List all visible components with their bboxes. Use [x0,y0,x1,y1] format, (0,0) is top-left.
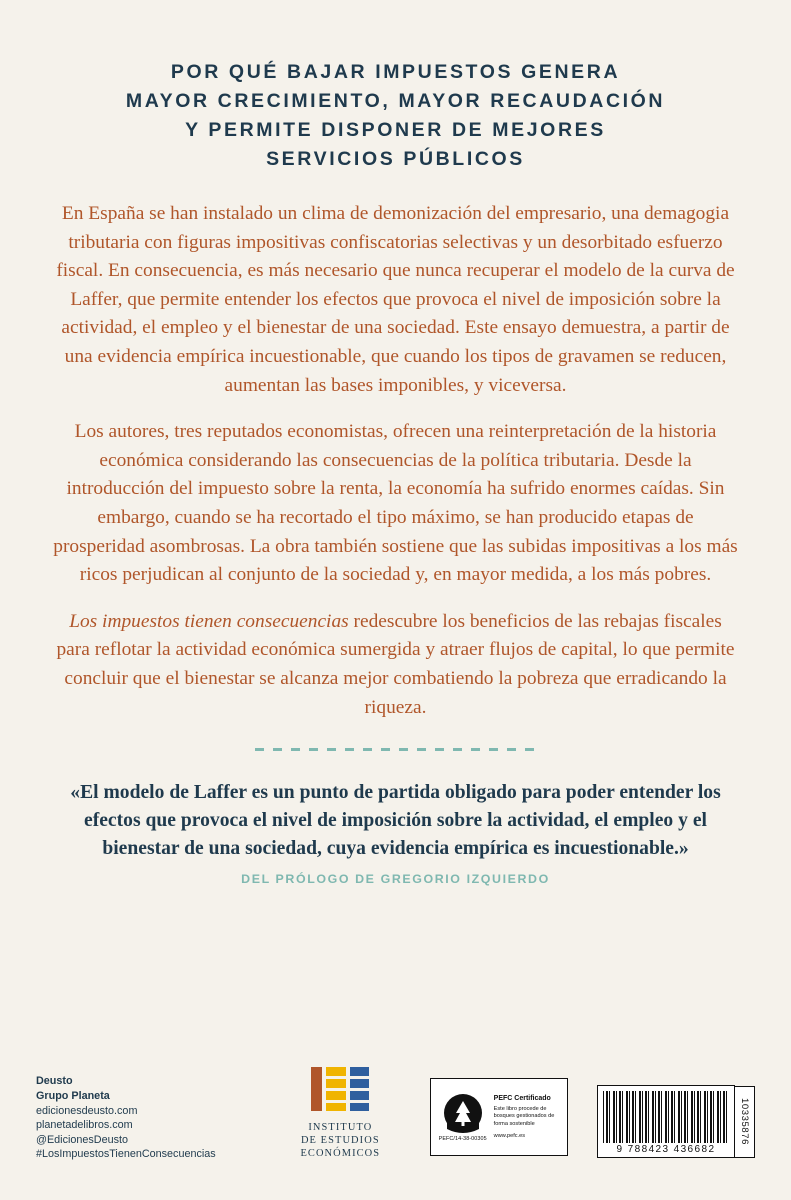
page-title [0,0,791,174]
headline-line-3: Y PERMITE DISPONER DE MEJORES [185,119,606,141]
barcode-side-code [735,1086,755,1158]
pefc-code: PEFC/14-38-00305 [438,1135,487,1142]
dashed-divider [255,748,537,751]
book-title-italic: Los impuestos tienen consecuencias [69,610,349,632]
publisher-name: Deusto [36,1075,73,1088]
barcode-bars [603,1091,729,1143]
imprint-block [36,1074,251,1162]
blurb-paragraph-2: Los autores, tres reputados economistas, ofrecen una reinterpretación de la historia económica considerando las consecuencias de la política tributaria. Desde la introducción del impuesto sobre la renta, la economía ha sufrido enormes caídas. Sin embargo, cuando se ha recortado el tipo máximo, se han producido etapas de prosperidad asombrosas. La obra también sostiene que las subidas impositivas a los más ricos perjudican al conjunto de la sociedad y, en mayor medida, a los más pobres. [53,421,738,586]
blurb-paragraph-3 [52,608,739,722]
pefc-description: Este libro procede de bosques gestionados de forma sostenible [493,1105,555,1127]
pull-quote-source: DEL PRÓLOGO DE GREGORIO IZQUIERDO [241,872,550,887]
headline-line-2: MAYOR CRECIMIENTO, MAYOR RECAUDACIÓN [125,90,666,112]
publisher-website-secondary[interactable]: planetadelibros.com [36,1119,133,1132]
publisher-hashtag[interactable]: #LosImpuestosTienenConsecuencias [36,1148,216,1161]
iee-logo-block [280,1065,400,1160]
iee-name-line-2: DE ESTUDIOS [300,1135,380,1146]
pefc-logo-area [437,1093,489,1142]
blurb-text [0,200,791,722]
isbn-barcode [597,1085,735,1158]
iee-name-line-1: INSTITUTO [308,1122,373,1133]
internal-code: 10335876 [738,1098,750,1146]
headline-line-4: SERVICIOS PÚBLICOS [266,148,525,170]
pefc-url[interactable]: www.pefc.es [493,1133,526,1140]
publisher-social-handle[interactable]: @EdicionesDeusto [36,1133,128,1146]
pefc-tree-icon [443,1093,483,1133]
headline-line-1: POR QUÉ BAJAR IMPUESTOS GENERA [170,61,621,83]
footer [0,1052,791,1162]
isbn-digits: 9 788423 436682 [616,1144,716,1155]
iee-name-line-3: ECONÓMICOS [300,1148,381,1159]
pefc-title: PEFC Certificado [493,1094,551,1102]
barcode-block [597,1085,755,1158]
pull-quote-text: «El modelo de Laffer es un punto de partida obligado para poder entender los efectos que provoca el nivel de imposición sobre la actividad, el empleo y el bienestar de una sociedad, cuya evidencia empírica es incuestionable.» [70,782,721,860]
blurb-paragraph-1: En España se han instalado un clima de demonización del empresario, una demagogia tributaria con figuras impositivas confiscatorias selectivas y un desorbitado esfuerzo fiscal. En consecuencia, es más necesario que nunca recuperar el modelo de la curva de Laffer, que permite entender los efectos que provoca el nivel de imposición sobre la actividad, el empleo y el bienestar de una sociedad. Este ensayo demuestra, a partir de una evidencia empírica incuestionable, que cuando los tipos de gravamen se reducen, aumentan las bases imponibles, y viceversa. [56,203,735,396]
iee-logo-icon [309,1065,371,1113]
pull-quote [0,779,791,886]
pefc-certification-block [430,1078,568,1156]
blurb-paragraph-3-rest: redescubre los beneficios de las rebajas fiscales para reflotar la actividad económica sumergida y atraer flujos de capital, lo que permite concluir que el bienestar se alcanza mejor combatiendo la pobreza que erradicando la riqueza. [56,610,735,718]
publisher-group: Grupo Planeta [36,1090,110,1103]
publisher-website[interactable]: edicionesdeusto.com [36,1104,138,1117]
pefc-text-area [489,1095,561,1140]
